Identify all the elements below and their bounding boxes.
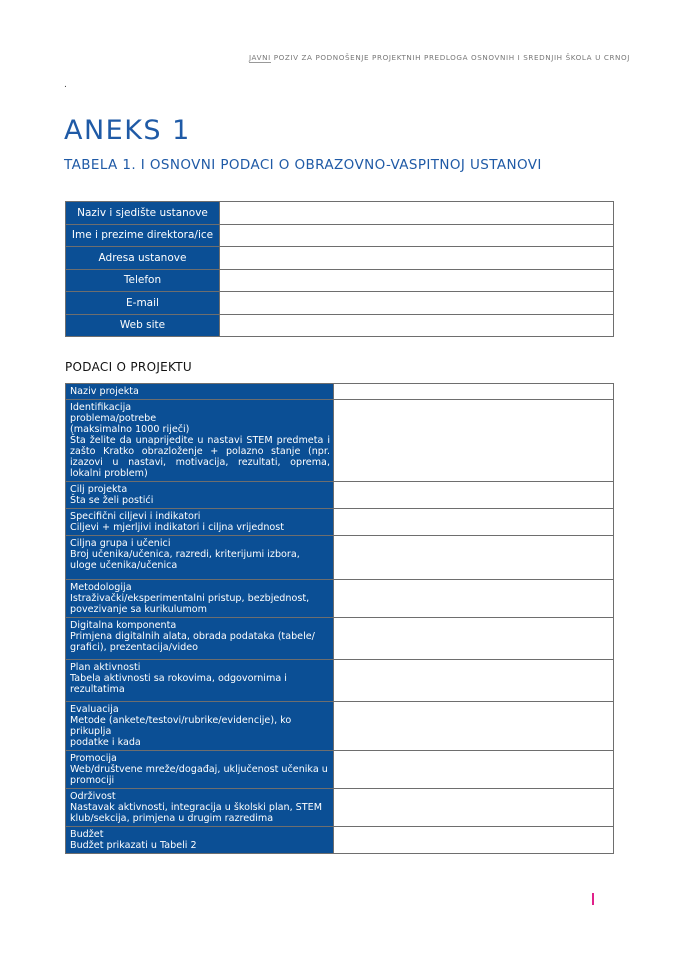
field-adresa[interactable]: [220, 247, 614, 270]
row-description: Web/društvene mreže/događaj, uključenost učenika u promociji: [70, 764, 328, 786]
row-description: problema/potrebe (maksimalno 1000 riječi) Šta želite da unaprijedite u nastavi STEM predmeta i zašto Kratko obrazloženje + polazno stanje (npr. izazovi u nastavi, motivacija, rezultati, oprema, lokalni problem): [70, 413, 330, 479]
row-label-email: E-mail: [66, 292, 220, 315]
table-row: [66, 618, 614, 660]
field-digitalna-komponenta[interactable]: [334, 618, 614, 660]
row-heading: Održivost: [70, 791, 116, 802]
table-row: [66, 384, 614, 400]
row-label-digitalna-komponenta: [66, 618, 334, 660]
row-label-naziv-sjediste: Naziv i sjedište ustanove: [66, 202, 220, 225]
row-label-promocija: [66, 751, 334, 789]
row-description: Tabela aktivnosti sa rokovima, odgovornima i rezultatima: [70, 673, 287, 695]
page-title: ANEKS 1: [64, 115, 191, 146]
row-label-direktor: Ime i prezime direktora/ice: [66, 224, 220, 247]
field-identifikacija[interactable]: [334, 400, 614, 482]
table-row: [66, 482, 614, 509]
running-header-prefix: JAVNI: [248, 53, 271, 62]
field-ciljna-grupa[interactable]: [334, 536, 614, 580]
row-label-plan-aktivnosti: [66, 660, 334, 702]
field-email[interactable]: [220, 292, 614, 315]
field-evaluacija[interactable]: [334, 702, 614, 751]
row-label-ciljna-grupa: [66, 536, 334, 580]
field-telefon[interactable]: [220, 269, 614, 292]
row-description: Istraživački/eksperimentalni pristup, bezbjednost, povezivanje sa kurikulumom: [70, 593, 310, 615]
row-label-specificni-ciljevi: [66, 509, 334, 536]
field-specificni-ciljevi[interactable]: [334, 509, 614, 536]
field-naziv-sjediste[interactable]: [220, 202, 614, 225]
row-heading: Promocija: [70, 753, 117, 764]
row-description: Primjena digitalnih alata, obrada podataka (tabele/ grafici), prezentacija/video: [70, 631, 315, 653]
row-heading: Naziv projekta: [70, 386, 139, 397]
row-label-budzet: [66, 827, 334, 854]
row-description: Šta se želi postići: [70, 495, 154, 506]
row-heading: Ciljna grupa i učenici: [70, 538, 171, 549]
row-heading: Metodologija: [70, 582, 132, 593]
table-row: [66, 224, 614, 247]
table-row: [66, 509, 614, 536]
section-title: PODACI O PROJEKTU: [65, 360, 192, 374]
table1-caption: TABELA 1. I OSNOVNI PODACI O OBRAZOVNO-VASPITNOJ USTANOVI: [64, 157, 542, 173]
row-description: Metode (ankete/testovi/rubrike/evidencije), ko prikuplja podatke i kada: [70, 715, 292, 748]
row-heading: Specifični ciljevi i indikatori: [70, 511, 201, 522]
field-website[interactable]: [220, 314, 614, 337]
field-budzet[interactable]: [334, 827, 614, 854]
field-odrzivost[interactable]: [334, 789, 614, 827]
table-row: [66, 702, 614, 751]
institution-table: [65, 201, 614, 337]
row-label-website: Web site: [66, 314, 220, 337]
running-header-text: POZIV ZA PODNOŠENJE PROJEKTNIH PREDLOGA OSNOVNIH I SREDNJIH ŠKOLA U CRNOJ: [270, 53, 630, 62]
table-row: [66, 827, 614, 854]
table-row: [66, 314, 614, 337]
row-label-odrzivost: [66, 789, 334, 827]
row-heading: Identifikacija: [70, 402, 132, 413]
field-cilj[interactable]: [334, 482, 614, 509]
table-row: [66, 789, 614, 827]
table-row: [66, 269, 614, 292]
table-row: [66, 292, 614, 315]
row-label-telefon: Telefon: [66, 269, 220, 292]
row-label-adresa: Adresa ustanove: [66, 247, 220, 270]
row-label-cilj: [66, 482, 334, 509]
table-row: [66, 660, 614, 702]
field-metodologija[interactable]: [334, 580, 614, 618]
row-label-metodologija: [66, 580, 334, 618]
row-heading: Budžet: [70, 829, 104, 840]
row-heading: Digitalna komponenta: [70, 620, 177, 631]
row-heading: Plan aktivnosti: [70, 662, 141, 673]
row-label-evaluacija: [66, 702, 334, 751]
row-description: Nastavak aktivnosti, integracija u školski plan, STEM klub/sekcija, primjena u drugim razredima: [70, 802, 322, 824]
project-table: [65, 383, 614, 854]
field-promocija[interactable]: [334, 751, 614, 789]
field-direktor[interactable]: [220, 224, 614, 247]
row-label-naziv-projekta: [66, 384, 334, 400]
table-row: [66, 751, 614, 789]
table-row: [66, 580, 614, 618]
running-header: [190, 53, 630, 62]
table-row: [66, 536, 614, 580]
row-heading: Cilj projekta: [70, 484, 128, 495]
row-description: Ciljevi + mjerljivi indikatori i ciljna vrijednost: [70, 522, 285, 533]
field-plan-aktivnosti[interactable]: [334, 660, 614, 702]
field-naziv-projekta[interactable]: [334, 384, 614, 400]
table-row: [66, 202, 614, 225]
row-description: Budžet prikazati u Tabeli 2: [70, 840, 197, 851]
text-cursor-mark: [592, 893, 594, 905]
row-description: Broj učenika/učenica, razredi, kriterijumi izbora, uloge učenika/učenica: [70, 549, 300, 571]
table-row: [66, 247, 614, 270]
row-label-identifikacija: [66, 400, 334, 482]
row-heading: Evaluacija: [70, 704, 119, 715]
stray-dot: .: [64, 80, 67, 90]
table-row: [66, 400, 614, 482]
